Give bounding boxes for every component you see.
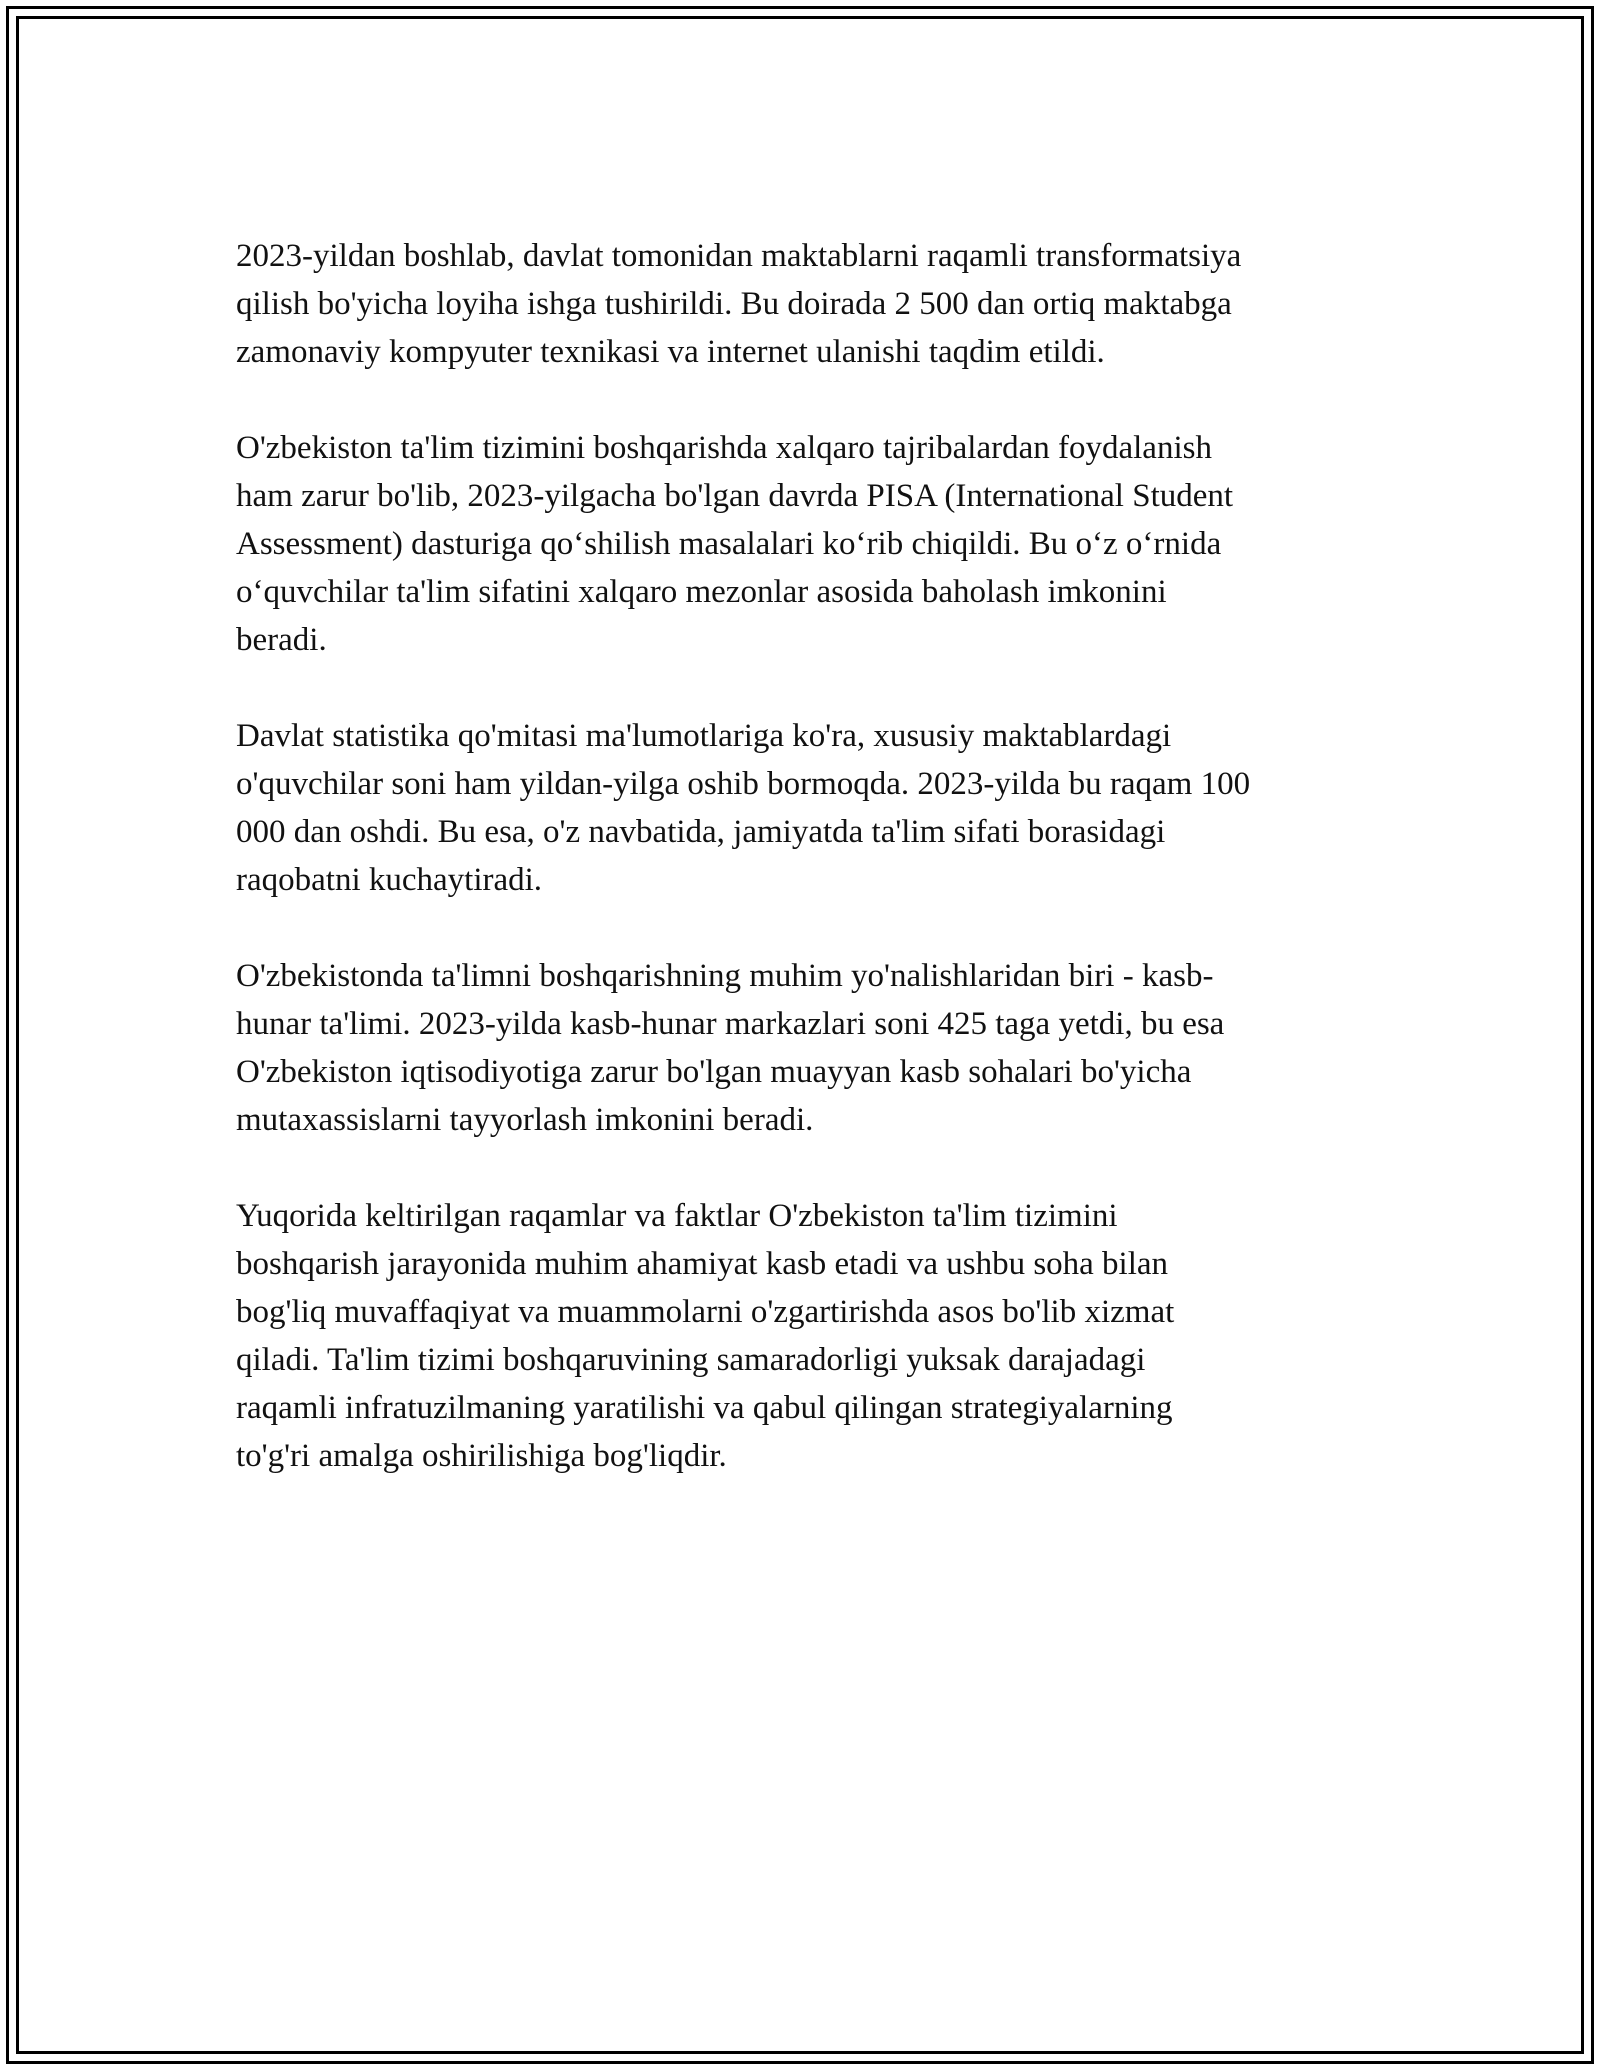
text-line: raqobatni kuchaytiradi. <box>236 862 543 898</box>
text-line: mutaxassislarni tayyorlash imkonini beradi. <box>236 1102 814 1138</box>
text-line: O'zbekiston ta'lim tizimini boshqarishda xalqaro tajribalardan foydalanish <box>236 430 1212 466</box>
text-line: 2023-yildan boshlab, davlat tomonidan maktablarni raqamli transformatsiya <box>236 238 1242 274</box>
text-line: ham zarur bo'lib, 2023-yilgacha bo'lgan davrda PISA (International Student <box>236 478 1234 514</box>
paragraph-conclusion <box>236 1192 1386 1480</box>
text-line: beradi. <box>236 622 327 658</box>
paragraph-pisa <box>236 424 1386 664</box>
text-line: bog'liq muvaffaqiyat va muammolarni o'zgartirishda asos bo'lib xizmat <box>236 1294 1175 1330</box>
paragraph-vocational <box>236 952 1386 1144</box>
text-line: hunar ta'limi. 2023-yilda kasb-hunar markazlari soni 425 taga yetdi, bu esa <box>236 1006 1225 1042</box>
paragraph-private-schools <box>236 712 1386 904</box>
text-line: to'g'ri amalga oshirilishiga bog'liqdir. <box>236 1438 727 1474</box>
text-line: Assessment) dasturiga qo‘shilish masalalari ko‘rib chiqildi. Bu o‘z o‘rnida <box>236 526 1222 562</box>
text-line: O'zbekistonda ta'limni boshqarishning muhim yo'nalishlaridan biri - kasb- <box>236 958 1214 994</box>
text-line: Yuqorida keltirilgan raqamlar va faktlar O'zbekiston ta'lim tizimini <box>236 1198 1118 1234</box>
text-line: 000 dan oshdi. Bu esa, o'z navbatida, jamiyatda ta'lim sifati borasidagi <box>236 814 1166 850</box>
text-line: qilish bo'yicha loyiha ishga tushirildi. Bu doirada 2 500 dan ortiq maktabga <box>236 286 1232 322</box>
text-line: zamonaviy kompyuter texnikasi va internet ulanishi taqdim etildi. <box>236 334 1105 370</box>
text-line: qiladi. Ta'lim tizimi boshqaruvining samaradorligi yuksak darajadagi <box>236 1342 1146 1378</box>
text-line: o‘quvchilar ta'lim sifatini xalqaro mezonlar asosida baholash imkonini <box>236 574 1167 610</box>
text-line: Davlat statistika qo'mitasi ma'lumotlariga ko'ra, xususiy maktablardagi <box>236 718 1172 754</box>
text-line: o'quvchilar soni ham yildan-yilga oshib bormoqda. 2023-yilda bu raqam 100 <box>236 766 1251 802</box>
document-body <box>236 232 1386 1528</box>
text-line: raqamli infratuzilmaning yaratilishi va qabul qilingan strategiyalarning <box>236 1390 1173 1426</box>
text-line: boshqarish jarayonida muhim ahamiyat kasb etadi va ushbu soha bilan <box>236 1246 1169 1282</box>
paragraph-digital-transformation <box>236 232 1386 376</box>
text-line: O'zbekiston iqtisodiyotiga zarur bo'lgan muayyan kasb sohalari bo'yicha <box>236 1054 1192 1090</box>
